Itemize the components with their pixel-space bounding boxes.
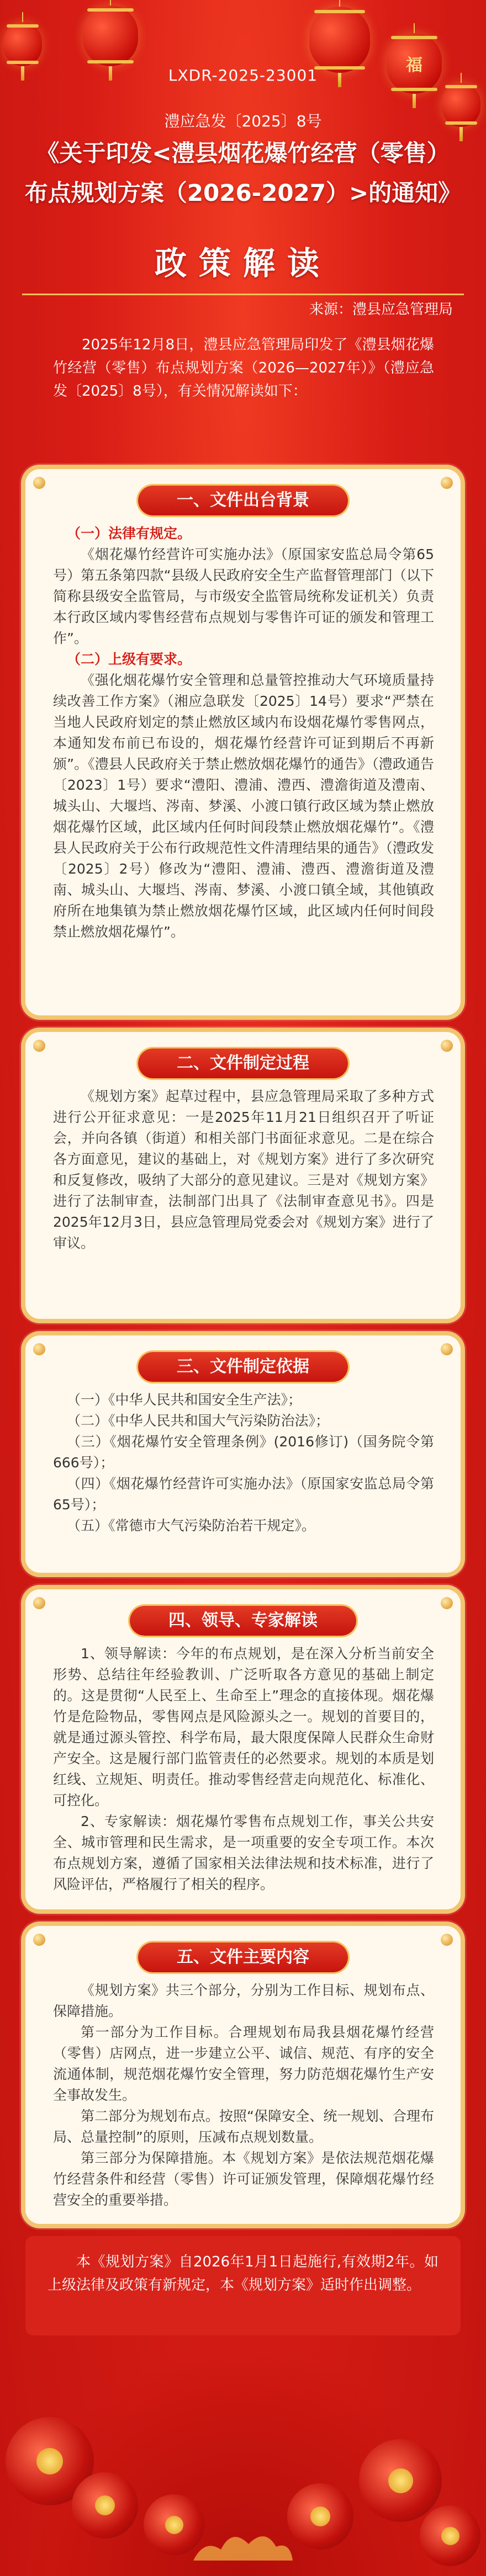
basis-item: （二）《中华人民共和国大气污染防治法》； — [67, 1413, 330, 1429]
subheading-requirements: （二）上级有要求。 — [67, 651, 192, 667]
section-title: 二、文件制定过程 — [138, 1049, 348, 1078]
lantern-icon — [387, 33, 442, 94]
page-subtitle: 政策解读 — [154, 244, 331, 282]
pin-icon — [441, 477, 453, 489]
pin-icon — [441, 1040, 453, 1052]
pin-icon — [441, 1597, 453, 1609]
lantern-icon — [83, 6, 138, 66]
section-basis-content — [53, 1390, 434, 1536]
lantern-icon — [309, 7, 370, 73]
section-title: 五、文件主要内容 — [138, 1942, 348, 1972]
pin-icon — [441, 1343, 453, 1355]
pin-icon — [33, 477, 45, 489]
content-paragraph: 第三部分为保障措施。本《规划方案》是依法规范烟花爆竹经营条件和经营（零售）许可证颁发管理，保障烟花爆竹经营安全的重要举措。 — [53, 2150, 434, 2208]
intro-paragraph — [53, 333, 434, 403]
closing-notice — [25, 2236, 461, 2335]
basis-item: （四）《烟花爆竹经营许可实施办法》（原国家安监总局令第65号）； — [53, 1476, 434, 1513]
section-title: 四、领导、专家解读 — [130, 1606, 356, 1636]
basis-item: （一）《中华人民共和国安全生产法》； — [67, 1392, 302, 1408]
section-title: 一、文件出台背景 — [138, 486, 348, 515]
cloud-pattern-icon — [188, 2516, 298, 2572]
basis-item: （五）《常德市大气污染防治若干规定》。 — [67, 1518, 316, 1534]
lantern-icon — [3, 22, 42, 66]
closing-text: 本《规划方案》自2026年1月1日起施行,有效期2年。如上级法律及政策有新规定，本《规划方案》适时作出调整。 — [47, 2254, 439, 2293]
document-code: LXDR-2025-23001 — [168, 66, 318, 84]
section-content-summary — [53, 1980, 434, 2211]
title-line-1: 《关于印发<澧县烟花爆竹经营（零售） — [36, 140, 450, 167]
expert-interpretation: 2、专家解读：烟花爆竹零售布点规划工作，事关公共安全、城市管理和民生需求，是一项重要的安全专项工作。本次布点规划方案，遵循了国家相关法律法规和技术标准，进行了风险评估，严格履行了相关的程序。 — [53, 1813, 434, 1892]
content-paragraph: 《规划方案》共三个部分，分别为工作目标、规划布点、保障措施。 — [53, 1982, 434, 2019]
flower-icon — [359, 2439, 442, 2522]
pin-icon — [33, 1934, 45, 1946]
background-paragraph-1: 《烟花爆竹经营许可实施办法》（原国家安监总局令第65号）第五条第四款“县级人民政府安全生产监督管理部门（以下简称县级安全监管局，与市级安全监管局统称发证机关）负责本行政区域内零售经营布点规划与零售许可证的颁发和管理工作”。 — [53, 546, 434, 646]
pin-icon — [33, 1597, 45, 1609]
content-paragraph: 第一部分为工作目标。合理规划布局我县烟花爆竹经营（零售）店网点，进一步建立公平、诚信、规范、有序的安全流通体制，规范烟花爆竹安全管理，努力防范烟花爆竹生产安全事故发生。 — [53, 2024, 434, 2103]
flower-icon — [420, 2505, 480, 2566]
section-process-content — [53, 1086, 434, 1254]
subheading-law: （一）法律有规定。 — [67, 525, 192, 541]
section-title: 三、文件制定依据 — [138, 1352, 348, 1382]
section-background-content — [53, 523, 434, 943]
flower-icon — [72, 2472, 138, 2538]
title-line-2: 布点规划方案（2026-2027）>的通知》 — [24, 179, 462, 206]
fu-character: 福 — [406, 56, 422, 75]
content-paragraph: 第二部分为规划布点。按照“保障安全、统一规划、合理布局、总量控制”的原则，压减布点规划数量。 — [53, 2108, 434, 2145]
source-divider — [22, 294, 464, 295]
section-interpretation-content — [53, 1643, 434, 1895]
intro-text: 2025年12月8日，澧县应急管理局印发了《澧县烟花爆竹经营（零售）布点规划方案（2026—2027年）》（澧应急发〔2025〕8号），有关情况解读如下： — [53, 337, 434, 400]
source-label: 来源：澧县应急管理局 — [309, 301, 453, 318]
leader-interpretation: 1、领导解读：今年的布点规划，是在深入分析当前安全形势、总结往年经验教训、广泛听取各方意见的基础上制定的。这是贯彻“人民至上、生命至上”理念的直接体现。烟花爆竹是危险物品，零售网点是风险源头之一。规划的首要目的，就是通过源头管控、科学布局，最大限度保障人民群众生命财产安全。这是履行部门监管责任的必然要求。规划的本质是划红线、立规矩、明责任。推动零售经营走向规范化、标准化、可控化。 — [53, 1646, 434, 1808]
pin-icon — [33, 1343, 45, 1355]
pin-icon — [441, 1934, 453, 1946]
basis-item: （三）《烟花爆竹安全管理条例》(2016修订)（国务院令第666号）； — [53, 1434, 434, 1471]
process-paragraph: 《规划方案》起草过程中，县应急管理局采取了多种方式进行公开征求意见：一是2025年11月21日组织召开了听证会，并向各镇（街道）和相关部门书面征求意见。二是在综合各方面意见，建议的基础上，对《规划方案》进行了多次研究和反复修改，吸纳了大部分的意见建议。三是对《规划方案》进行了法制审查，法制部门出具了《法制审查意见书》。四是2025年12月3日，县应急管理局党委会对《规划方案》进行了审议。 — [53, 1088, 434, 1251]
background-paragraph-2: 《强化烟花爆竹安全管理和总量管控推动大气环境质量持续改善工作方案》（湘应急联发〔2025〕14号）要求“严禁在当地人民政府划定的禁止燃放区域内布设烟花爆竹零售网点，本通知发布前已布设的，烟花爆竹经营许可证到期后不再新颁”。《澧县人民政府关于禁止燃放烟花爆竹的通告》（澧政通告〔2023〕1号）要求“澧阳、澧浦、澧西、澧澹街道及澧南、城头山、大堰垱、涔南、梦溪、小渡口镇行政区域为禁止燃放烟花爆竹区域，此区域内任何时间段禁止燃放烟花爆竹”。《澧县人民政府关于公布行政规范性文件清理结果的通告》（澧政发〔2025〕2号）修改为“澧阳、澧浦、澧西、澧澹街道及澧南、城头山、大堰垱、涔南、梦溪、小渡口镇全域，其他镇政府所在地集镇为禁止燃放烟花爆竹区域，此区域内任何时间段禁止燃放烟花爆竹”。 — [53, 672, 434, 940]
document-number: 澧应急发〔2025〕8号 — [164, 112, 322, 130]
pin-icon — [33, 1040, 45, 1052]
